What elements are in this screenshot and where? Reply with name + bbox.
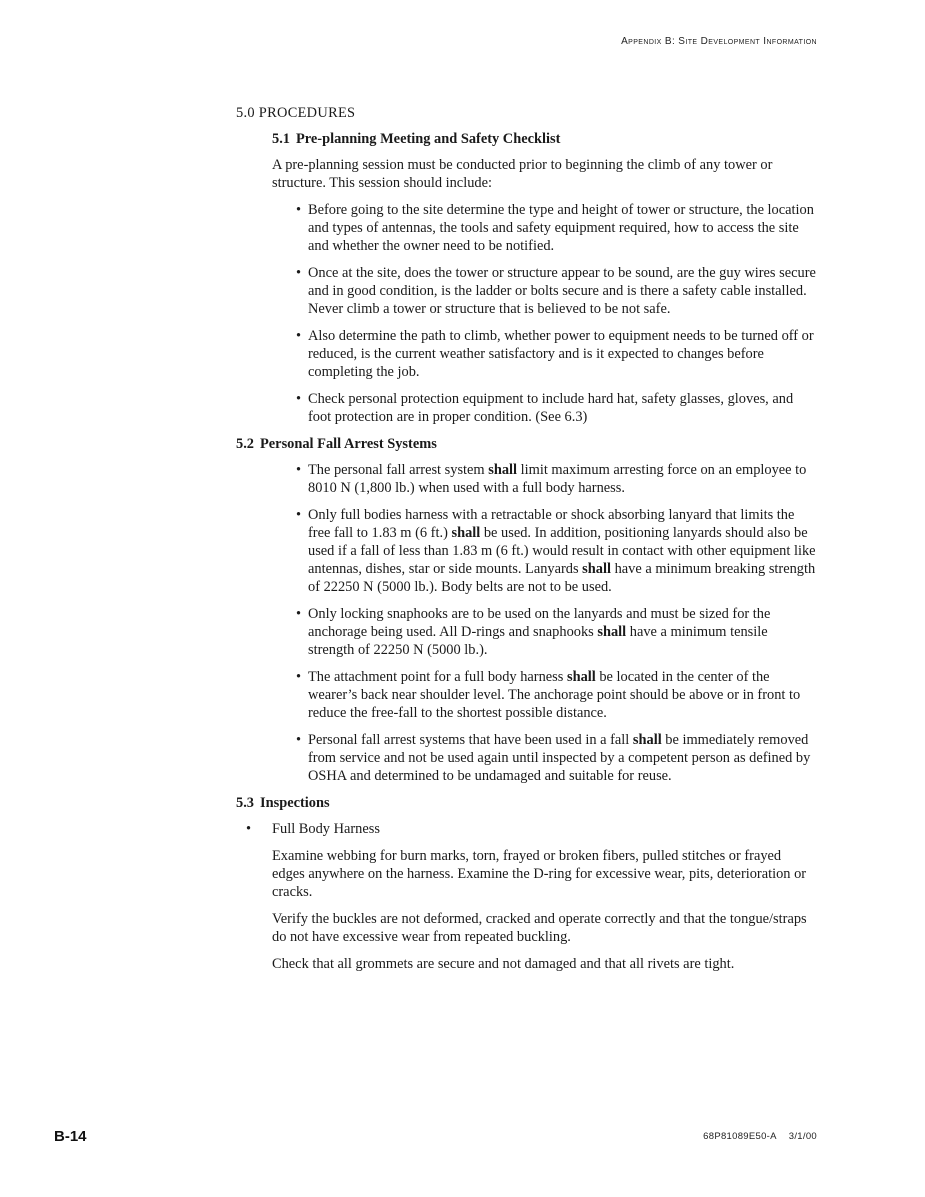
section-5-1 <box>272 130 816 192</box>
text-run: be used. In addition, positioning lanyards should also be used if a fall of less than 1.83 m (6 ft.) would result in contact with other equipment like antennas, dishes, star or side mounts. Lanyards <box>308 525 816 577</box>
inspection-paragraph: Verify the buckles are not deformed, cracked and operate correctly and that the tongue/straps do not have excessive wear from repeated buckling. <box>272 911 807 945</box>
text-run: Only locking snaphooks are to be used on the lanyards and must be sized for the anchorage being used. All D-rings and snaphooks <box>308 606 771 640</box>
keyword-shall: shall <box>566 669 596 685</box>
inspection-paragraph: Check that all grommets are secure and not damaged and that all rivets are tight. <box>272 956 735 972</box>
section-5-1-heading <box>272 130 816 148</box>
text-run: have a minimum tensile strength of 22250 N (5000 lb.). <box>308 624 768 658</box>
keyword-shall: shall <box>632 732 662 748</box>
list-item <box>296 605 816 659</box>
inspection-paragraph: Examine webbing for burn marks, torn, frayed or broken fibers, pulled stitches or frayed edges anywhere on the harness. Examine the D-ring for excessive wear, pits, deterioration or cracks. <box>272 848 807 900</box>
section-5-1-intro: A pre-planning session must be conducted prior to beginning the climb of any tower or structure. This session should include: <box>272 157 773 191</box>
section-title: Inspections <box>260 795 330 811</box>
bullet-glyph: • <box>246 821 252 837</box>
inspection-item <box>246 820 816 973</box>
section-5-2-bullet-list <box>296 461 816 785</box>
section-5-0-heading <box>236 104 816 122</box>
section-title: Personal Fall Arrest Systems <box>260 436 437 452</box>
text-run: Only full bodies harness with a retractable or shock absorbing lanyard that limits the free fall to 1.83 m (6 ft.) <box>308 507 795 541</box>
section-number: 5.3 <box>236 795 254 811</box>
text-run: be immediately removed from service and not be used again until inspected by a competent person as defined by OSHA and determined to be undamaged and suitable for reuse. <box>308 732 811 784</box>
text-run: limit maximum arresting force on an employee to 8010 N (1,800 lb.) when used with a full body harness. <box>308 462 807 496</box>
section-5-1-bullet-list <box>296 201 816 426</box>
text-run: Personal fall arrest systems that have been used in a fall <box>308 732 633 748</box>
doc-number: 68P81089E50-A <box>703 1131 777 1142</box>
list-item <box>296 506 816 596</box>
running-header <box>621 36 817 47</box>
doc-date: 3/1/00 <box>788 1131 817 1142</box>
list-item: • Once at the site, does the tower or structure appear to be sound, are the guy wires secure and in good condition, is the ladder or bolts secure and is there a safety cable installed. Never climb a tower or structure that is believed to be not safe. <box>296 264 816 318</box>
list-item: • Check personal protection equipment to include hard hat, safety glasses, gloves, and foot protection are in proper condition. (See 6.3) <box>296 390 816 426</box>
keyword-shall: shall <box>582 561 611 577</box>
section-number: 5.0 <box>236 105 255 121</box>
running-header-text: Appendix B: Site Development Information <box>621 36 817 47</box>
list-item <box>296 461 816 497</box>
inspection-item-title: Full Body Harness <box>272 821 380 837</box>
keyword-shall: shall <box>597 624 627 640</box>
page-number: B-14 <box>54 1128 87 1145</box>
text-run: The personal fall arrest system <box>308 462 489 478</box>
page-content <box>236 104 816 982</box>
list-item <box>296 668 816 722</box>
section-number: 5.1 <box>272 131 290 147</box>
list-item <box>296 731 816 785</box>
keyword-shall: shall <box>488 462 518 478</box>
section-title: Pre-planning Meeting and Safety Checklist <box>296 131 561 147</box>
text-run: have a minimum breaking strength of 22250 N (5000 lb.). Body belts are not to be used. <box>308 561 816 595</box>
section-5-2-heading <box>236 435 816 453</box>
keyword-shall: shall <box>451 525 481 541</box>
footer-doc-info <box>703 1131 817 1142</box>
list-item: • Before going to the site determine the type and height of tower or structure, the location and types of antennas, the tools and safety equipment required, how to access the site and whether the owner need to be notified. <box>296 201 816 255</box>
text-run: be located in the center of the wearer’s back near shoulder level. The anchorage point should be above or in front to reduce the free-fall to the shortest possible distance. <box>308 669 801 721</box>
section-5-3-heading <box>236 794 816 812</box>
section-number: 5.2 <box>236 436 254 452</box>
list-item: • Also determine the path to climb, whether power to equipment needs to be turned off or reduced, is the current weather satisfactory and is it expected to changes before completing the job. <box>296 327 816 381</box>
section-title: PROCEDURES <box>258 105 356 121</box>
text-run: The attachment point for a full body harness <box>308 669 567 685</box>
